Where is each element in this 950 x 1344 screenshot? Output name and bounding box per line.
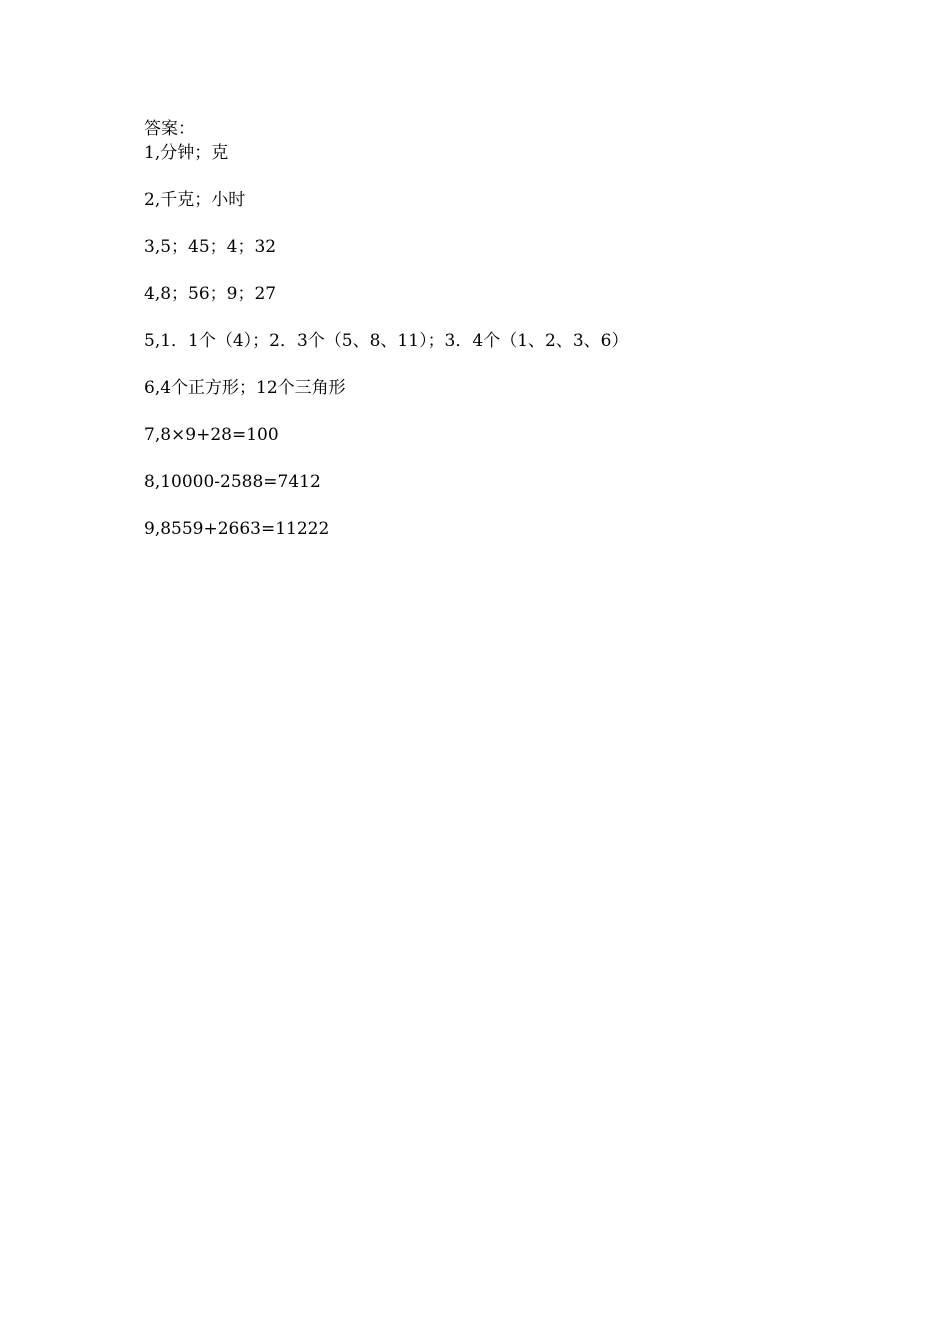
- answer-item-1: 1,分钟；克: [144, 143, 229, 163]
- answer-item-2: 2,千克；小时: [144, 190, 246, 210]
- answer-item-5: 5,1．1个（4）；2．3个（5、8、11）；3．4个（1、2、3、6）: [144, 331, 629, 351]
- answer-item-6: 6,4个正方形；12个三角形: [144, 378, 346, 398]
- answer-item-8: 8,10000-2588=7412: [144, 472, 321, 492]
- answer-list: [144, 142, 628, 565]
- answers-heading: 答案：: [144, 119, 195, 139]
- answer-item-3: 3,5；45；4；32: [144, 237, 277, 257]
- answer-item-4: 4,8；56；9；27: [144, 284, 277, 304]
- answer-item-9: 9,8559+2663=11222: [144, 519, 330, 539]
- answer-item-7: 7,8×9+28=100: [144, 425, 279, 445]
